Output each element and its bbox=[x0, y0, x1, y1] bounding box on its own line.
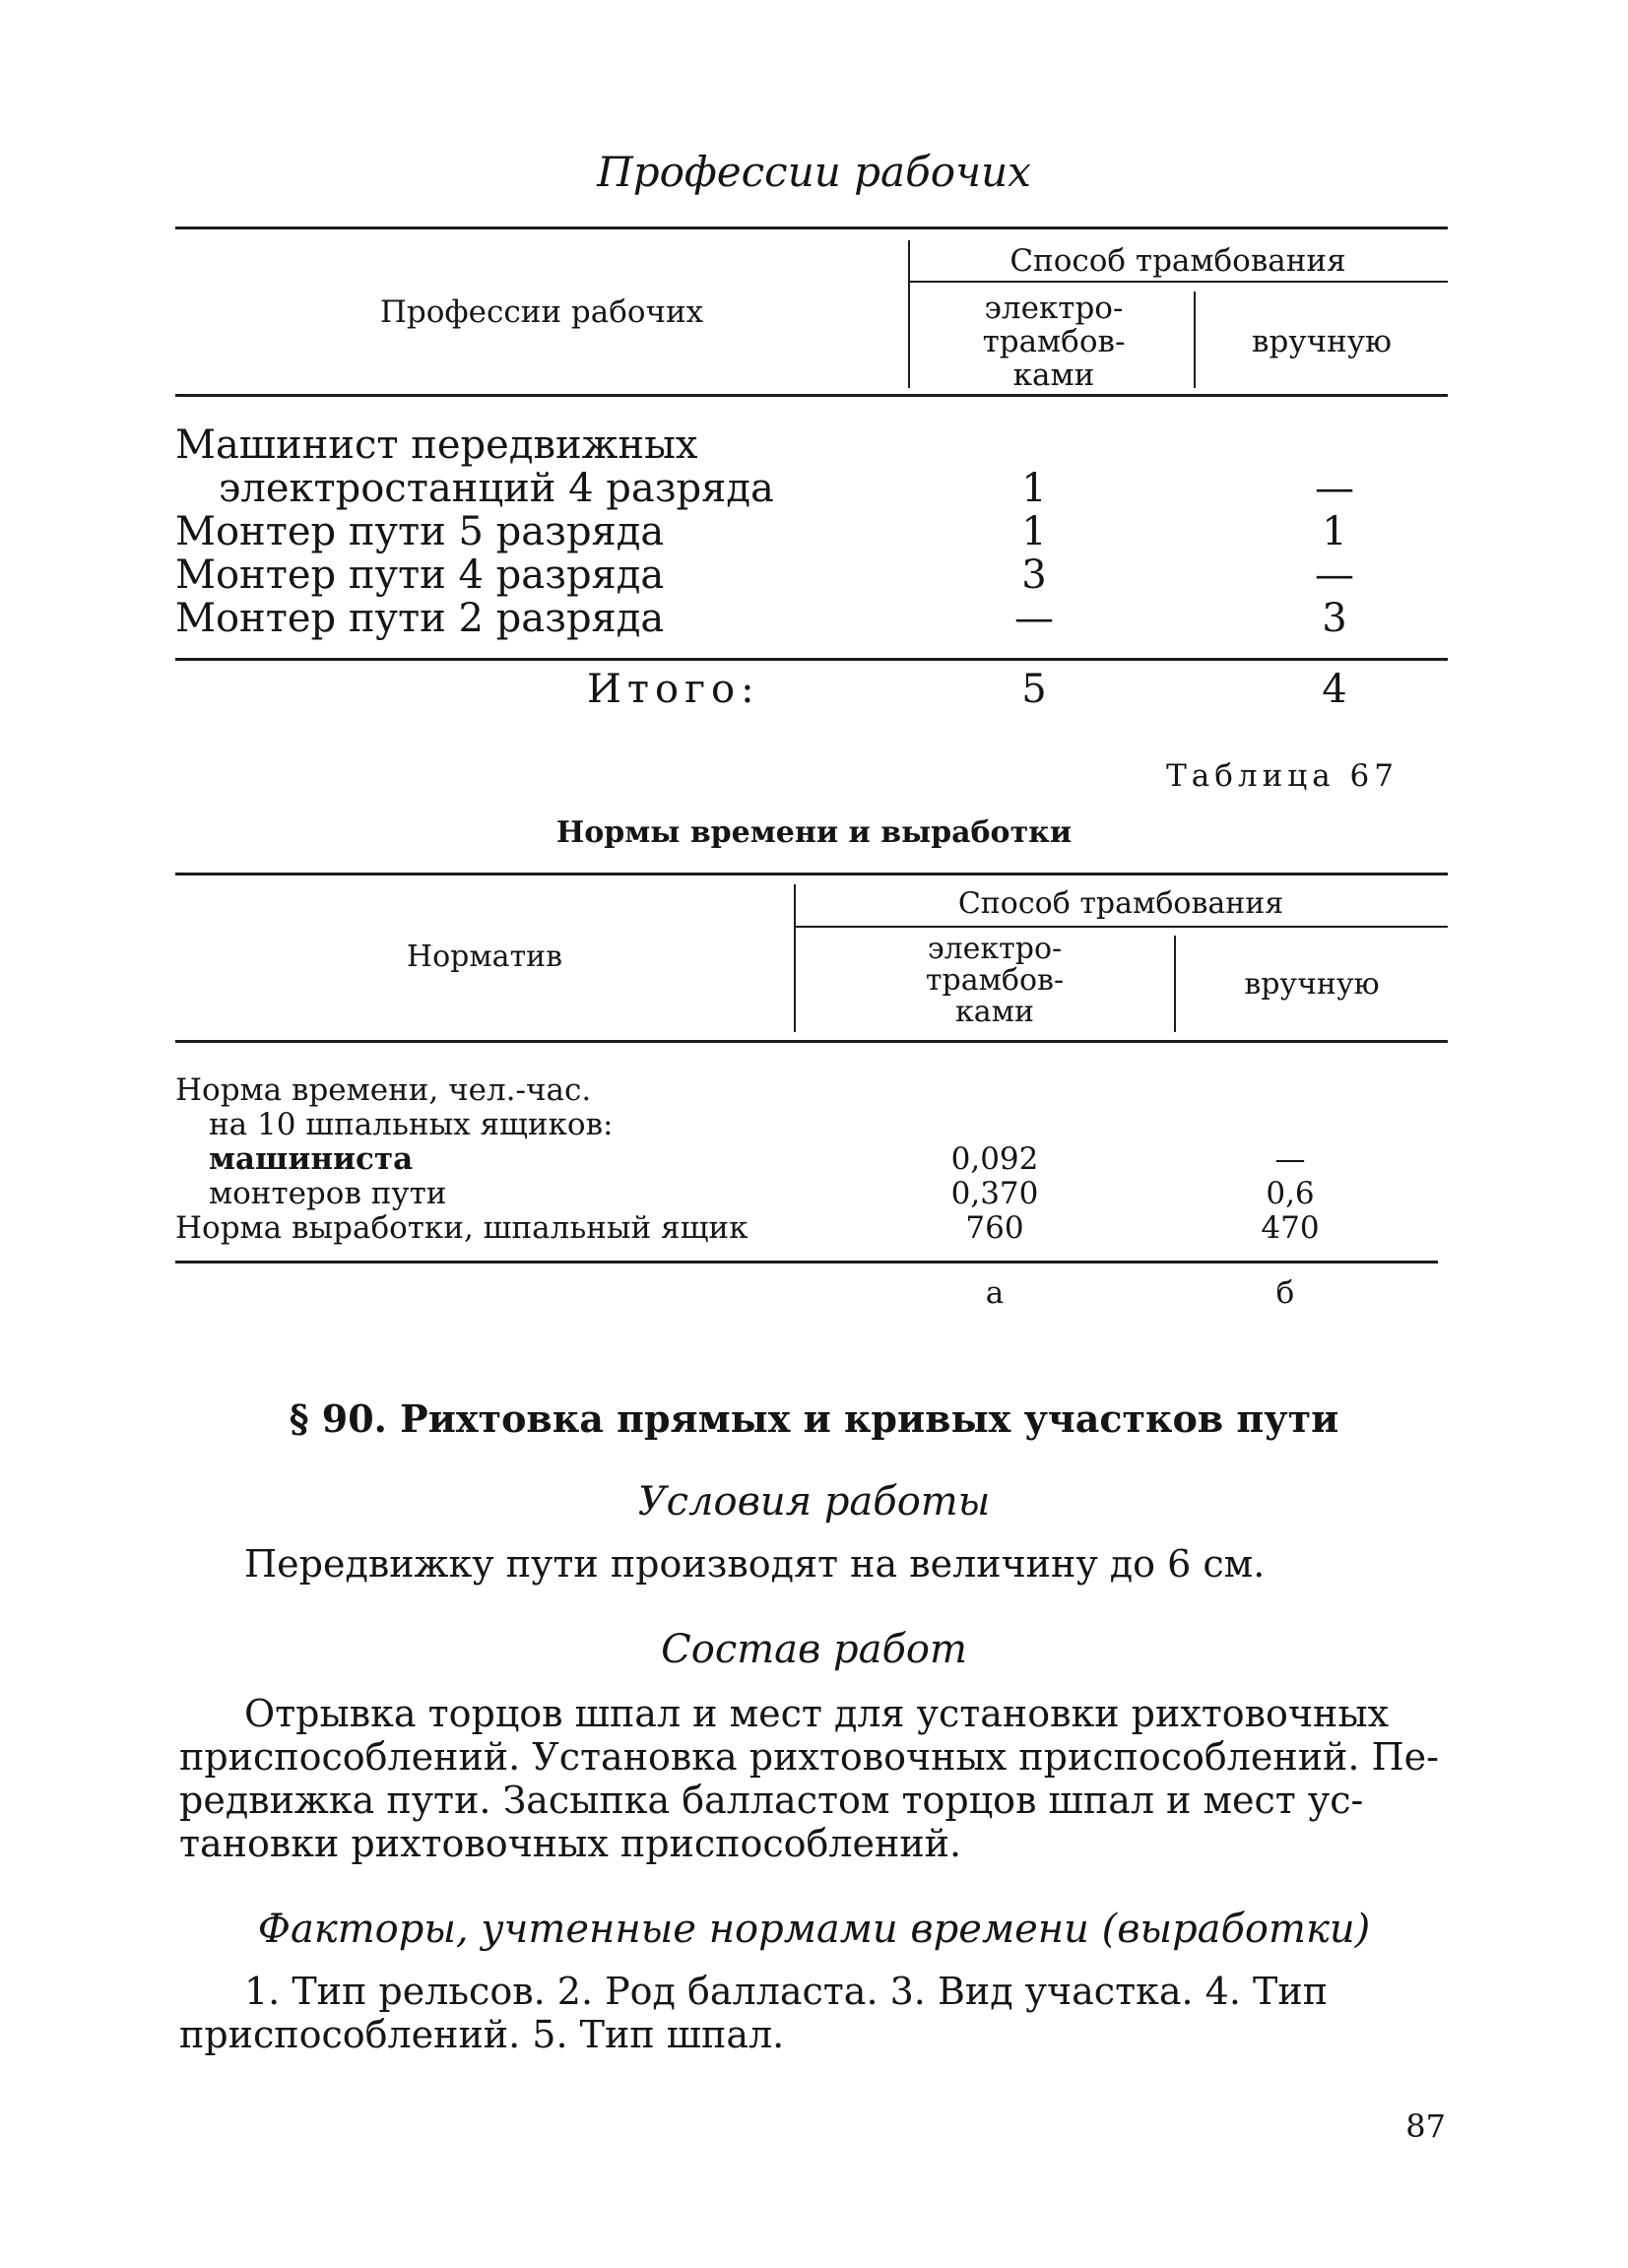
composition-heading: Состав работ bbox=[661, 1627, 967, 1672]
composition-line: приспособлений. Установка рихтовочных приспособлений. Пе- bbox=[179, 1735, 1439, 1779]
table2-footer-a: а bbox=[985, 1275, 1005, 1311]
table2-cell-electro: 760 bbox=[965, 1210, 1024, 1246]
table1-group-header: Способ трамбования bbox=[1009, 243, 1346, 279]
table1-cell-manual: — bbox=[1315, 552, 1354, 598]
table2-cell-electro: 0,092 bbox=[950, 1141, 1039, 1177]
table1-total-electro: 5 bbox=[1021, 667, 1047, 712]
subheader-line: электро- bbox=[927, 932, 1063, 966]
table1-cell-manual: 3 bbox=[1322, 596, 1347, 641]
table2-cell-manual: — bbox=[1274, 1141, 1306, 1177]
table1-cell-electro: 3 bbox=[1021, 552, 1047, 598]
subheader-line: ками bbox=[955, 995, 1034, 1029]
section-title: § 90. Рихтовка прямых и кривых участков пути bbox=[289, 1396, 1339, 1441]
table1-cell-manual: 1 bbox=[1322, 509, 1347, 554]
factors-heading: Факторы, учтенные нормами времени (выработки) bbox=[257, 1907, 1371, 1952]
composition-line: тановки рихтовочных приспособлений. bbox=[179, 1822, 962, 1865]
table1-cell-electro: — bbox=[1014, 596, 1054, 641]
table2-col-label: Норматив bbox=[406, 940, 563, 974]
table2-title: Нормы времени и выработки bbox=[555, 815, 1073, 850]
table1-heading: Профессии рабочих bbox=[597, 148, 1031, 196]
composition-line: редвижка пути. Засыпка балластом торцов шпал и мест ус- bbox=[179, 1779, 1364, 1822]
table2-cell-manual: 470 bbox=[1261, 1210, 1320, 1246]
composition-line: Отрывка торцов шпал и мест для установки рихтовочных bbox=[244, 1692, 1390, 1735]
table2-row-label: Норма времени, чел.-час. bbox=[175, 1072, 592, 1108]
table1-subheader-manual: вручную bbox=[1252, 324, 1392, 359]
table1-subheader-electro bbox=[916, 292, 1192, 392]
table1-group-rule bbox=[910, 281, 1448, 283]
table1-row-label: Машинист передвижных bbox=[175, 422, 698, 468]
factors-line: 1. Тип рельсов. 2. Род балласта. 3. Вид участка. 4. Тип bbox=[244, 1970, 1329, 2013]
table1-cell-electro: 1 bbox=[1021, 466, 1047, 511]
table1-total-rule bbox=[175, 658, 1448, 661]
conditions-text: Передвижку пути производят на величину до 6 см. bbox=[244, 1542, 1266, 1586]
table2-footer-b: б bbox=[1275, 1275, 1295, 1311]
subheader-line: ками bbox=[1012, 357, 1095, 393]
table2-row-label: Норма выработки, шпальный ящик bbox=[175, 1210, 749, 1246]
table2-header-rule bbox=[175, 1040, 1448, 1043]
table2-top-rule bbox=[175, 873, 1448, 875]
table2-subheader-electro bbox=[857, 934, 1133, 1028]
conditions-heading: Условия работы bbox=[637, 1479, 991, 1524]
page-number: 87 bbox=[1405, 2107, 1446, 2145]
table1-row-label: электростанций 4 разряда bbox=[219, 466, 774, 511]
table1-top-rule bbox=[175, 227, 1448, 229]
table2-cell-manual: 0,6 bbox=[1266, 1176, 1315, 1211]
table2-row-label: машиниста bbox=[209, 1141, 414, 1177]
table2-group-rule bbox=[796, 926, 1448, 928]
table1-row-label: Монтер пути 2 разряда bbox=[175, 596, 665, 641]
table2-group-header: Способ трамбования bbox=[957, 886, 1284, 921]
table1-row-label: Монтер пути 5 разряда bbox=[175, 509, 665, 554]
table1-cell-electro: 1 bbox=[1021, 509, 1047, 554]
table1-col-label: Профессии рабочих bbox=[379, 294, 704, 330]
table2-bottom-rule bbox=[175, 1261, 1438, 1264]
subheader-line: трамбов- bbox=[925, 963, 1065, 998]
subheader-line: электро- bbox=[984, 291, 1124, 326]
table1-header-rule bbox=[175, 394, 1448, 397]
table1-row-label: Монтер пути 4 разряда bbox=[175, 552, 665, 598]
table2-subheader-manual: вручную bbox=[1244, 967, 1380, 1002]
table2-number: Таблица 67 bbox=[1166, 758, 1399, 794]
table1-total-manual: 4 bbox=[1322, 667, 1347, 712]
factors-line: приспособлений. 5. Тип шпал. bbox=[179, 2013, 785, 2056]
subheader-line: трамбов- bbox=[982, 324, 1126, 359]
table2-row-label: монтеров пути bbox=[209, 1176, 447, 1211]
table2-cell-electro: 0,370 bbox=[950, 1176, 1039, 1211]
table1-cell-manual: — bbox=[1315, 466, 1354, 511]
table1-total-label: Итого: bbox=[587, 667, 760, 712]
table2-row-label: на 10 шпальных ящиков: bbox=[209, 1107, 614, 1142]
